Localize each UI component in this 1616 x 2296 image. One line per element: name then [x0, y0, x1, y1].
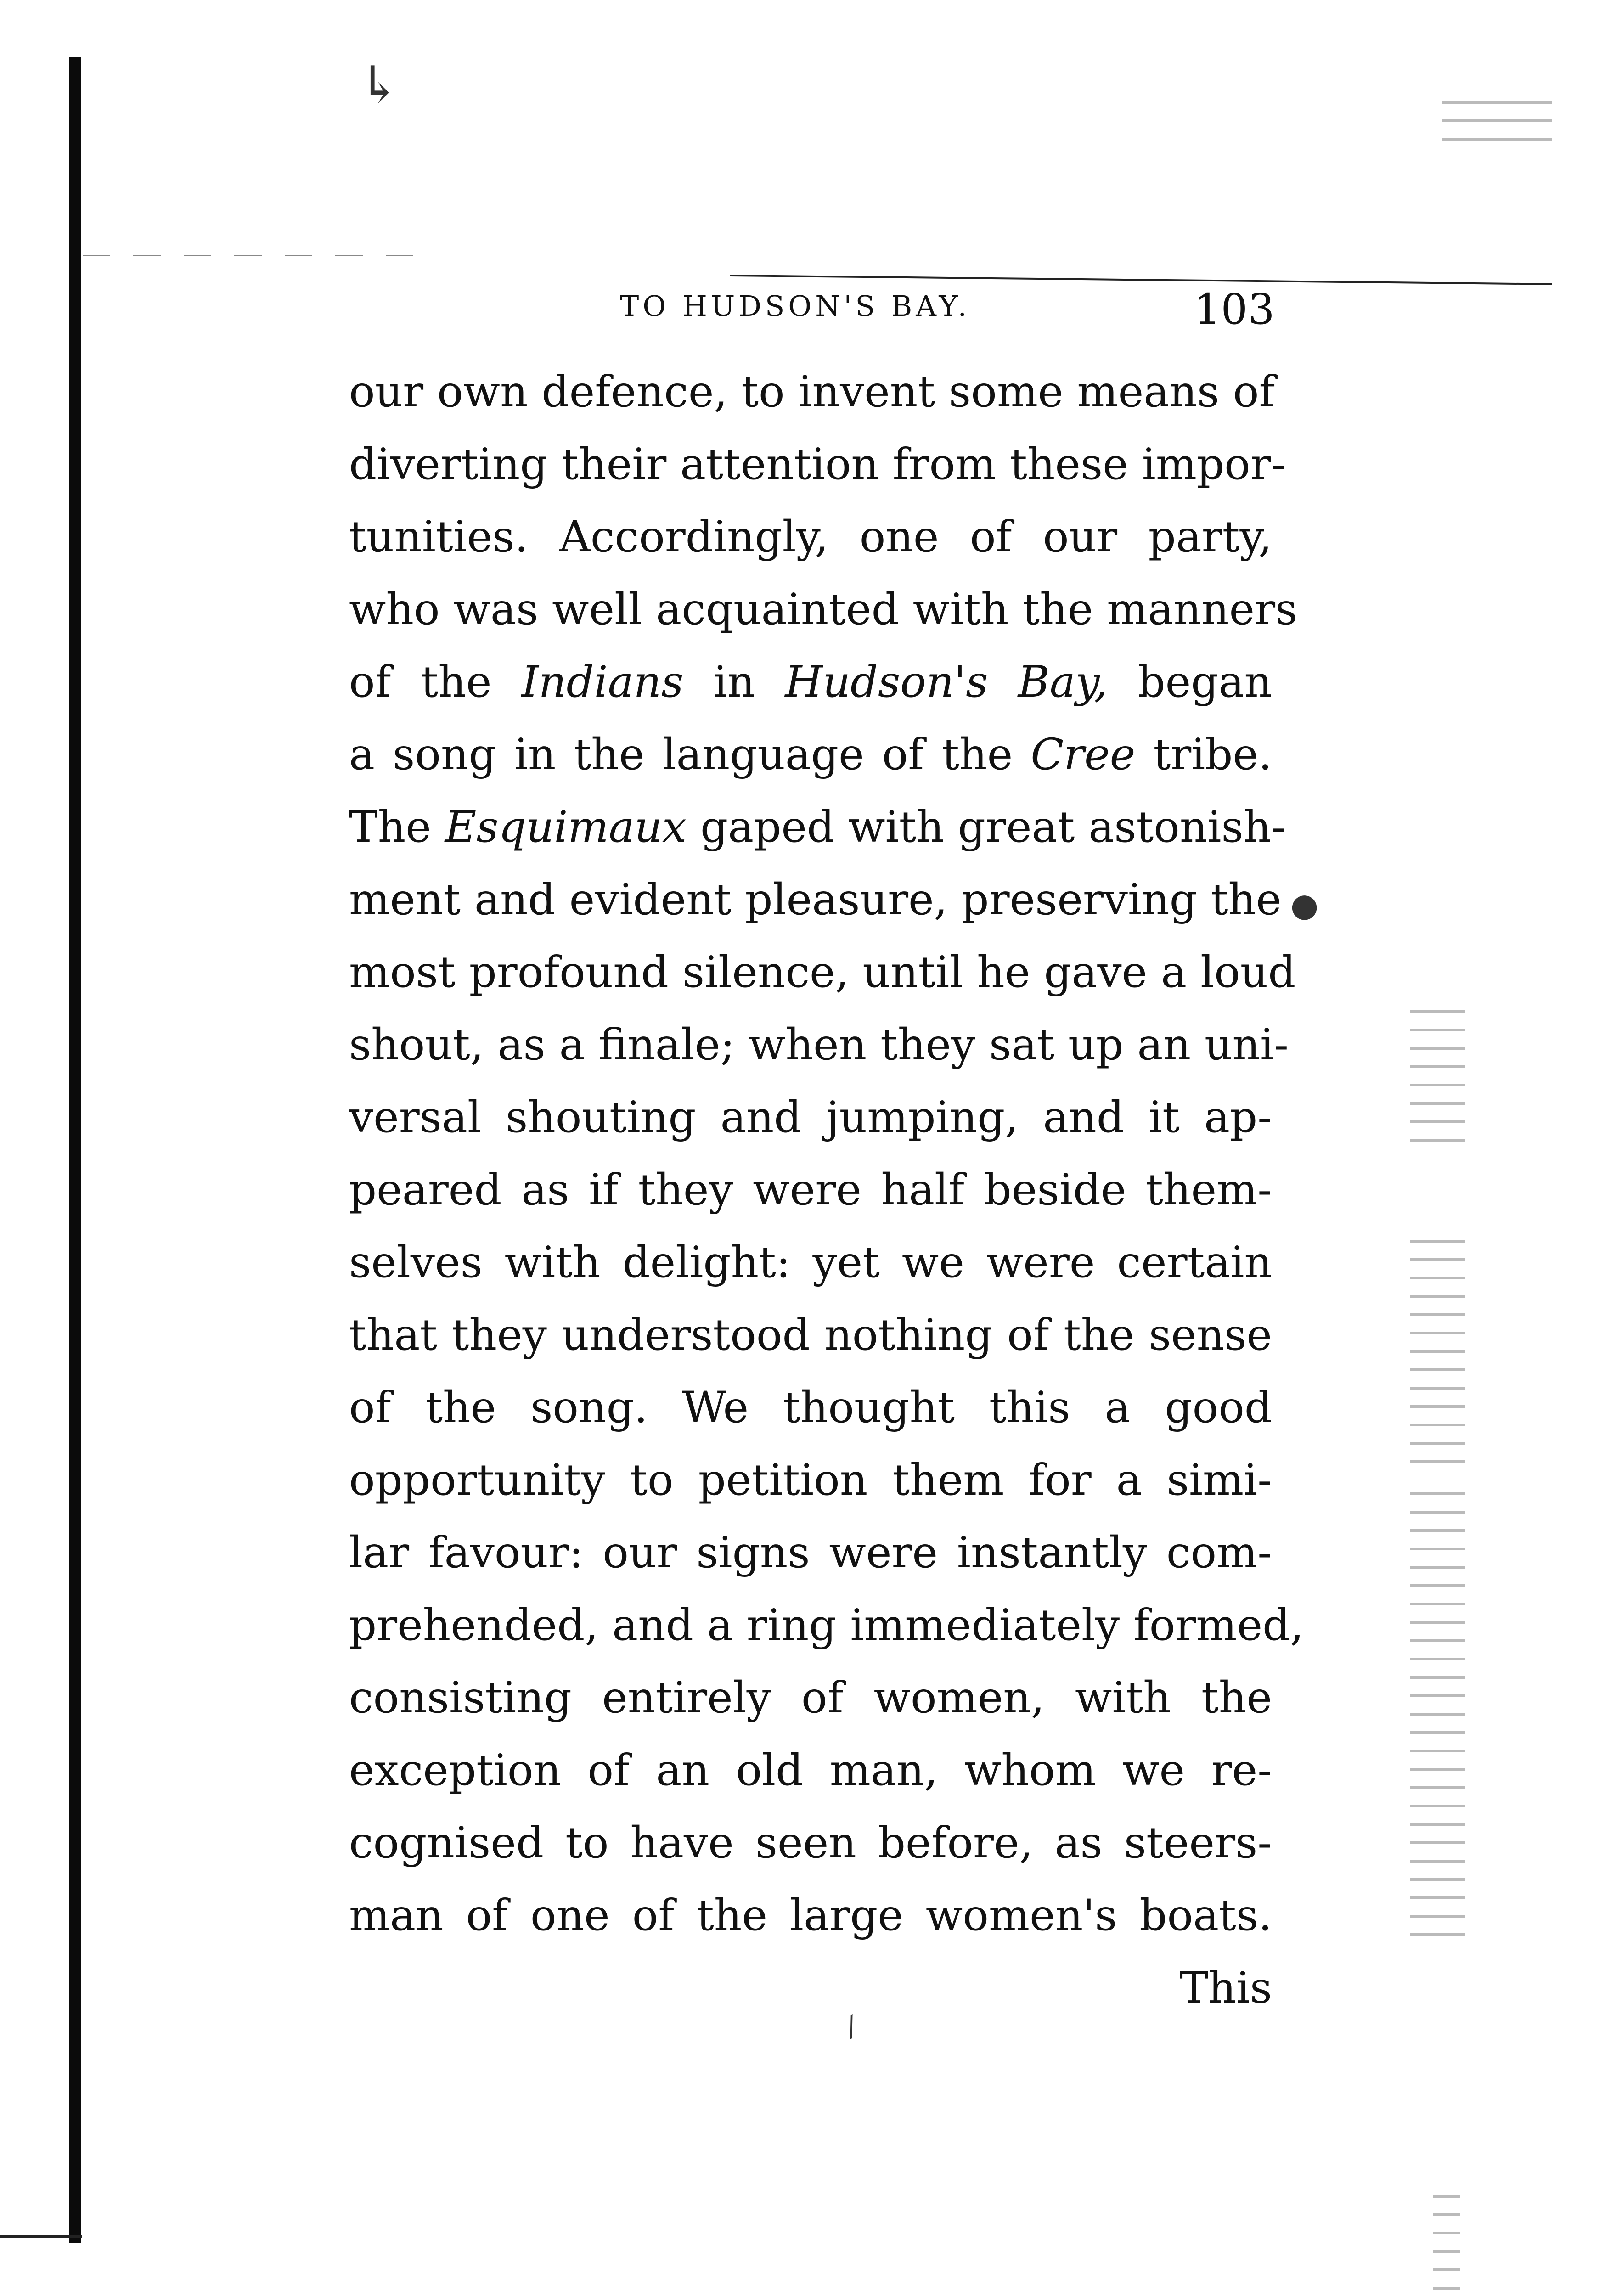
text-segment: exception of an old man, whom we re- — [349, 1745, 1272, 1795]
text-line — [349, 428, 1286, 501]
bleed-through-marks — [1442, 101, 1552, 156]
text-segment: diverting their attention from these impor- — [349, 439, 1286, 490]
italic-text-segment: Hudson's Bay, — [785, 657, 1108, 707]
text-line — [349, 1734, 1272, 1807]
text-line — [349, 356, 1275, 428]
ink-blot: ● — [1290, 886, 1319, 924]
text-segment: most profound silence, until he gave a loud — [349, 947, 1296, 997]
text-line — [349, 719, 1272, 791]
text-line — [349, 1807, 1272, 1880]
text-segment: prehended, and a ring immediately formed, — [349, 1600, 1304, 1650]
binding-foot-line — [0, 2235, 82, 2238]
text-segment: gaped with great astonish- — [687, 802, 1286, 852]
body-text — [349, 356, 1304, 2025]
text-line — [349, 864, 1282, 936]
text-line — [349, 1372, 1272, 1444]
italic-text-segment: Cree — [1030, 730, 1136, 780]
ink-mark: ↳ — [358, 55, 401, 114]
text-segment: lar favour: our signs were instantly com- — [349, 1528, 1272, 1578]
text-line — [349, 1154, 1272, 1227]
running-title: TO HUDSON'S BAY. — [620, 289, 971, 323]
text-segment: in — [683, 657, 785, 707]
text-segment: tribe. — [1135, 730, 1272, 780]
text-segment: consisting entirely of women, with the — [349, 1673, 1272, 1723]
text-line — [349, 791, 1286, 864]
top-dashed-rule — [83, 255, 413, 256]
text-line — [349, 1662, 1272, 1734]
text-segment: versal shouting and jumping, and it ap- — [349, 1092, 1272, 1142]
text-line — [349, 1227, 1272, 1299]
text-segment: selves with delight: yet we were certain — [349, 1238, 1272, 1288]
text-line — [349, 1009, 1289, 1081]
text-segment: our own defence, to invent some means of — [349, 367, 1275, 417]
bleed-through-marks — [1410, 1010, 1465, 1148]
text-segment: cognised to have seen before, as steers- — [349, 1818, 1272, 1868]
italic-text-segment: Esquimaux — [445, 802, 687, 852]
text-segment: of the — [349, 657, 522, 707]
text-segment: began — [1108, 657, 1273, 707]
text-segment: ment and evident pleasure, preserving the — [349, 875, 1282, 925]
text-segment: of the song. We thought this a good — [349, 1383, 1272, 1433]
binding-edge — [69, 57, 81, 2243]
text-line — [349, 1589, 1304, 1662]
text-line — [349, 936, 1296, 1009]
text-line — [349, 501, 1272, 574]
text-line — [349, 1081, 1272, 1154]
text-line — [349, 1444, 1272, 1517]
text-segment: that they understood nothing of the sense — [349, 1310, 1272, 1360]
text-segment: a song in the language of the — [349, 730, 1031, 780]
text-line — [349, 1517, 1272, 1589]
text-line — [349, 1880, 1272, 1952]
text-segment: peared as if they were half beside them- — [349, 1165, 1272, 1215]
bleed-through-marks — [1410, 1492, 1465, 1952]
text-segment: shout, as a finale; when they sat up an uni- — [349, 1020, 1289, 1070]
text-segment: man of one of the large women's boats. — [349, 1891, 1272, 1941]
bleed-through-marks — [1410, 1240, 1465, 1469]
italic-text-segment: Indians — [521, 657, 684, 707]
text-segment: The — [349, 802, 445, 852]
catchword: This — [1179, 1963, 1272, 2013]
bleed-through-marks — [1433, 2195, 1460, 2296]
text-segment: opportunity to petition them for a simi- — [349, 1455, 1272, 1505]
text-segment: who was well acquainted with the manners — [349, 585, 1298, 635]
text-segment: tunities. Accordingly, one of our party, — [349, 512, 1272, 562]
text-line — [349, 1299, 1272, 1372]
header-rule — [730, 275, 1552, 285]
pencil-mark: ⁄ — [842, 2012, 862, 2043]
text-line — [349, 646, 1272, 719]
page-number: 103 — [1194, 285, 1275, 334]
text-line — [349, 574, 1298, 646]
